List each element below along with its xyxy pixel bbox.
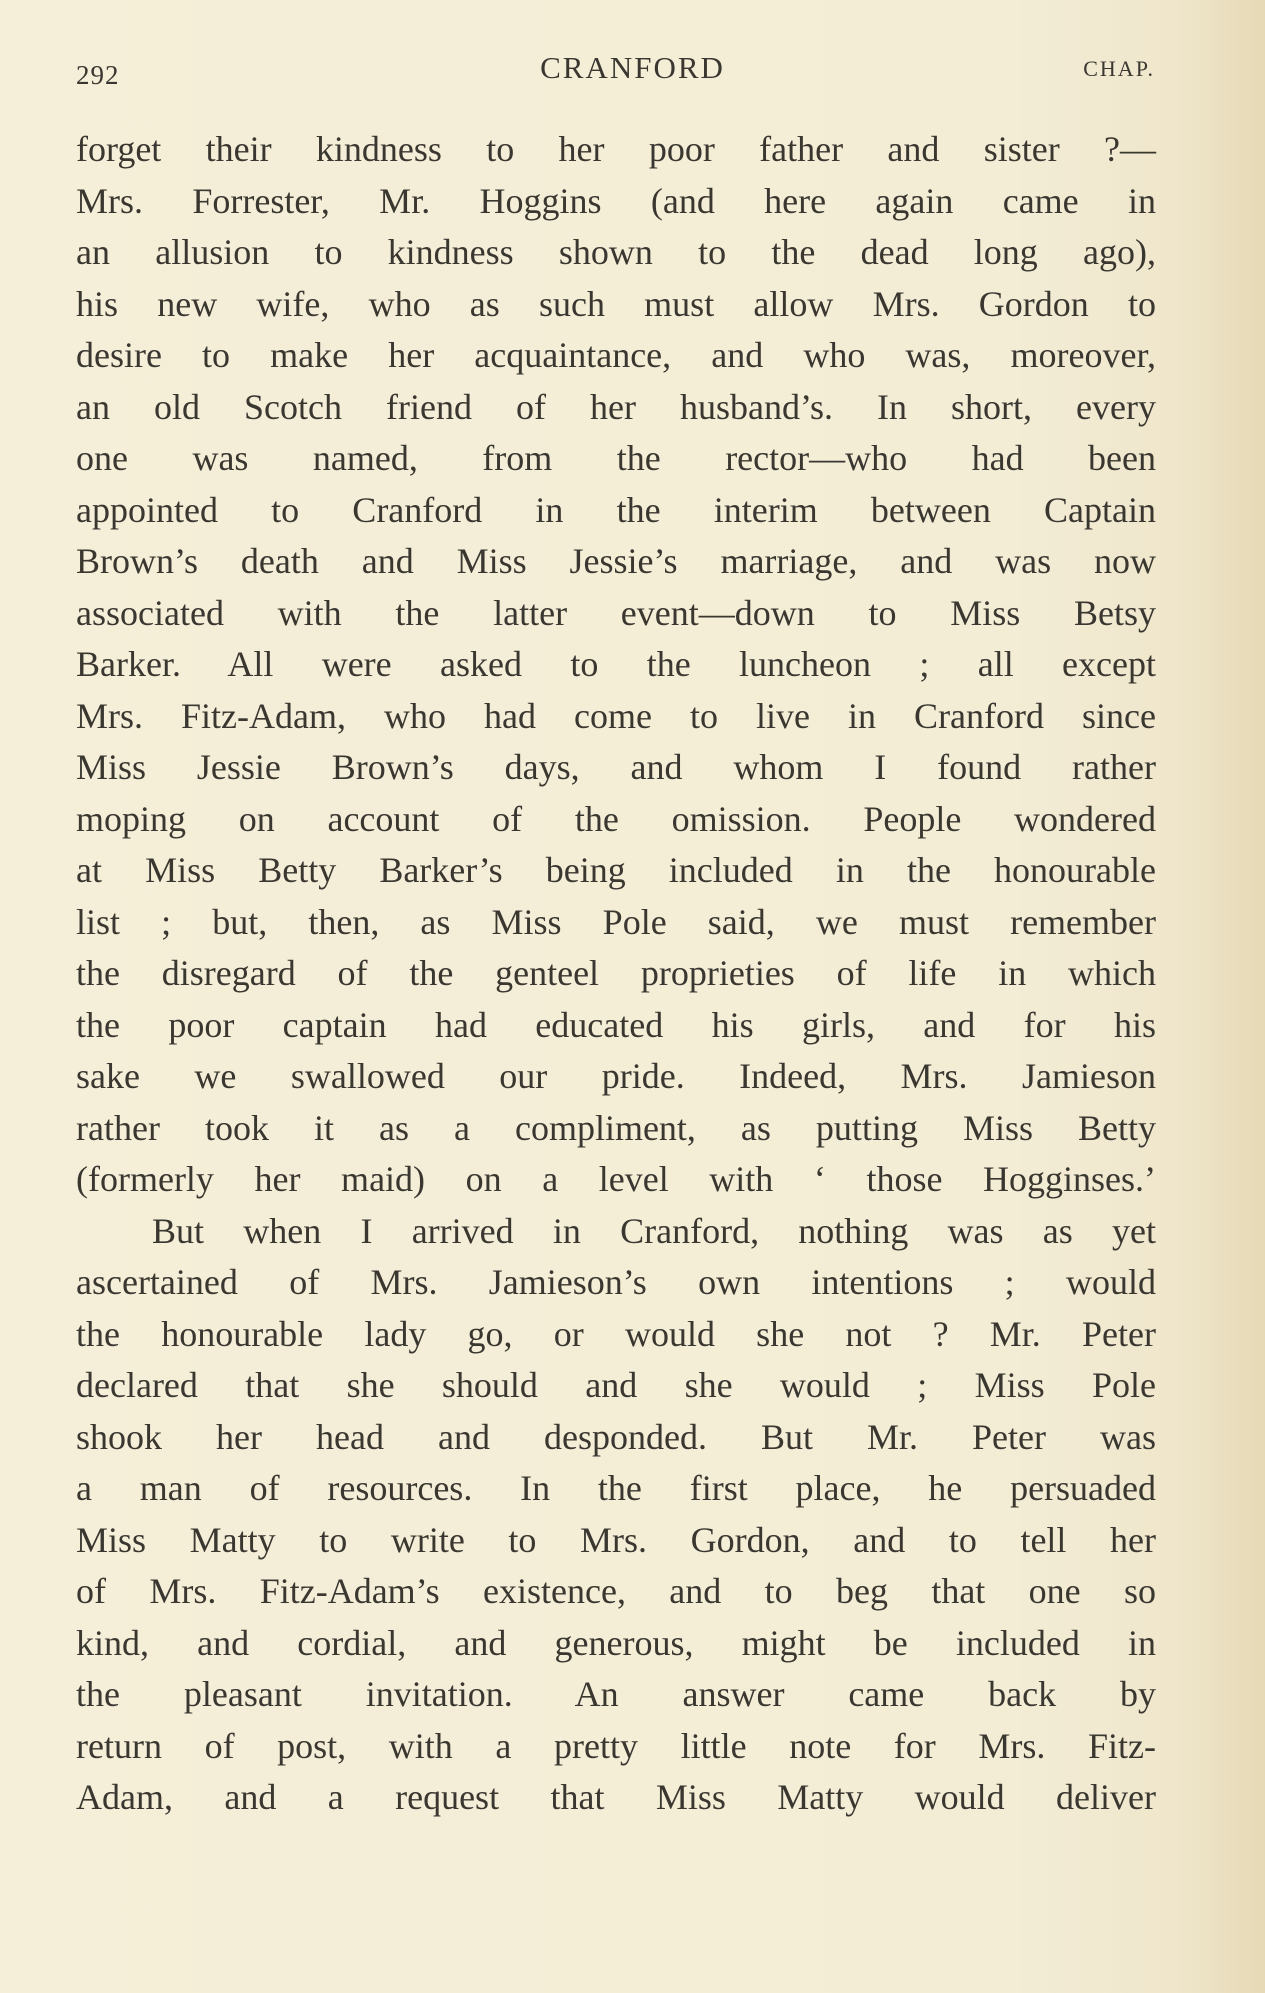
text-line: one was named, from the rector—who had been — [76, 438, 1156, 478]
text-line: moping on account of the omission. People wondered — [76, 798, 1156, 839]
text-line: Barker. All were asked to the luncheon ; all except — [76, 644, 1156, 684]
text-line: desire to make her acquaintance, and who was, moreover, — [76, 335, 1156, 375]
text-line: the poor captain had educated his girls, and for his — [76, 1004, 1156, 1045]
text-line: an allusion to kindness shown to the dead long ago), — [76, 232, 1156, 272]
text-line: the pleasant invitation. An answer came back by — [76, 1674, 1156, 1714]
text-line: at Miss Betty Barker’s being included in the honourable — [76, 850, 1156, 890]
text-line: Mrs. Fitz-Adam, who had come to live in Cranford since — [76, 695, 1156, 736]
body-text — [76, 124, 1156, 1824]
text-line: return of post, with a pretty little note for Mrs. Fitz- — [76, 1725, 1156, 1766]
text-line: forget their kindness to her poor father and sister ?— — [76, 129, 1156, 169]
text-line: declared that she should and she would ; Miss Pole — [76, 1365, 1156, 1405]
text-line: of Mrs. Fitz-Adam’s existence, and to beg that one so — [76, 1571, 1156, 1611]
text-line: sake we swallowed our pride. Indeed, Mrs. Jamieson — [76, 1056, 1156, 1096]
text-line: Adam, and a request that Miss Matty would deliver — [76, 1777, 1156, 1817]
text-line: Mrs. Forrester, Mr. Hoggins (and here again came in — [76, 180, 1156, 221]
text-line: the honourable lady go, or would she not ? Mr. Peter — [76, 1313, 1156, 1354]
page-header — [0, 42, 1265, 92]
text-line: the disregard of the genteel proprieties of life in which — [76, 953, 1156, 993]
text-line: list ; but, then, as Miss Pole said, we must remember — [76, 901, 1156, 942]
text-line: Miss Matty to write to Mrs. Gordon, and to tell her — [76, 1519, 1156, 1560]
text-line: But when I arrived in Cranford, nothing was as yet — [152, 1210, 1156, 1251]
text-line: appointed to Cranford in the interim between Captain — [76, 489, 1156, 530]
text-line: a man of resources. In the first place, he persuaded — [76, 1468, 1156, 1508]
page-number: 292 — [76, 60, 120, 90]
text-line: rather took it as a compliment, as putting Miss Betty — [76, 1107, 1156, 1148]
text-line: (formerly her maid) on a level with ‘ those Hogginses.’ — [76, 1159, 1156, 1199]
running-title: CRANFORD — [540, 50, 725, 85]
text-line: ascertained of Mrs. Jamieson’s own intentions ; would — [76, 1262, 1156, 1302]
text-line: Brown’s death and Miss Jessie’s marriage, and was now — [76, 541, 1156, 581]
text-line: shook her head and desponded. But Mr. Peter was — [76, 1416, 1156, 1457]
chapter-label: CHAP. — [1083, 56, 1155, 81]
text-line: Miss Jessie Brown’s days, and whom I found rather — [76, 747, 1156, 787]
text-line: his new wife, who as such must allow Mrs. Gordon to — [76, 283, 1156, 324]
text-line: kind, and cordial, and generous, might be included in — [76, 1622, 1156, 1663]
text-line: associated with the latter event—down to Miss Betsy — [76, 592, 1156, 633]
text-line: an old Scotch friend of her husband’s. In short, every — [76, 386, 1156, 427]
